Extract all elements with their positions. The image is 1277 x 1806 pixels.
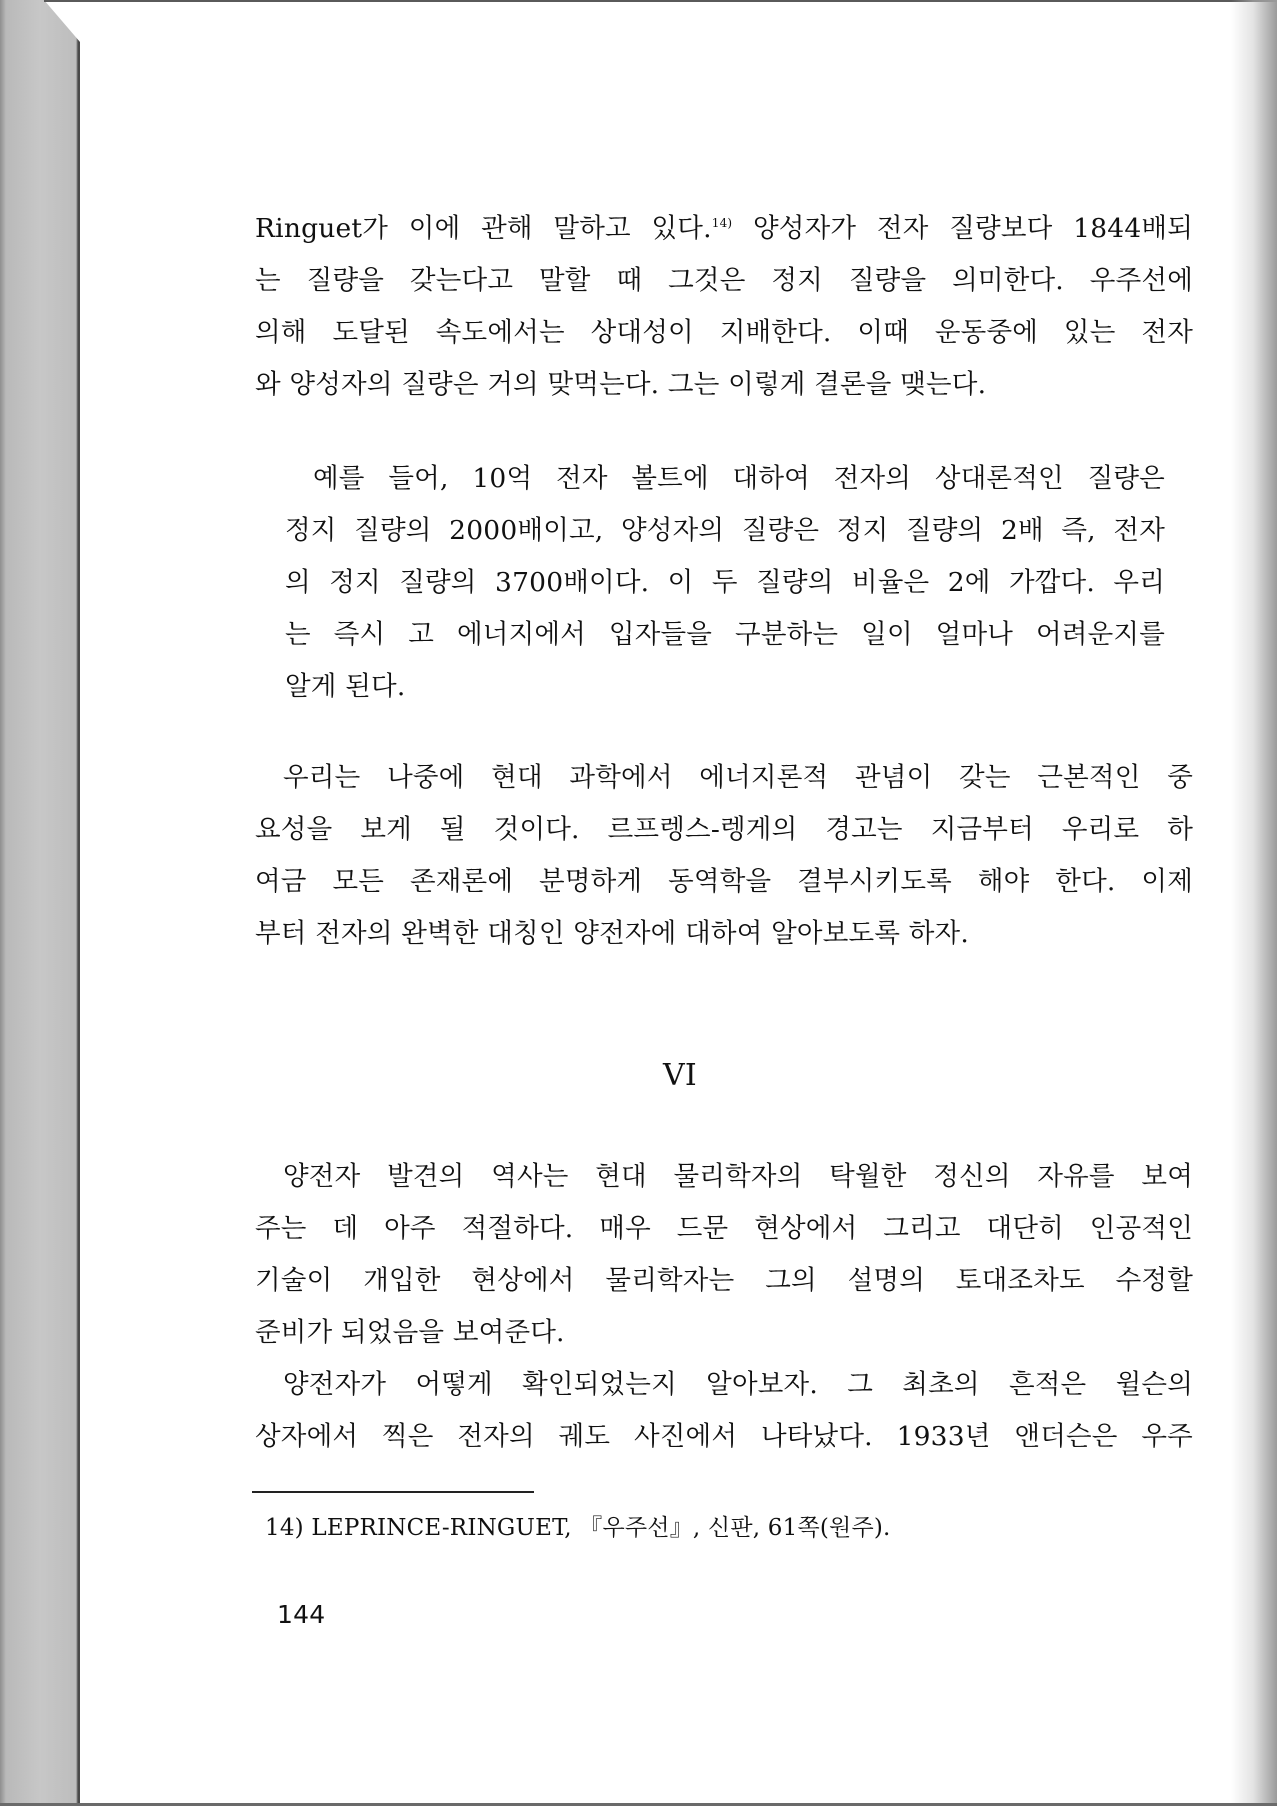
- quote-line: [285, 456, 1165, 495]
- paragraph4-line: 상자에서 찍은 전자의 궤도 사진에서 나타났다. 1933년 앤더슨은 우주: [255, 1421, 1193, 1452]
- paragraph1-line: 와 양성자의 질량은 거의 맞먹는다. 그는 이렇게 결론을 맺는다.: [255, 369, 987, 400]
- paragraph1-line1-rest: 양성자가 전자 질량보다 1844배되: [732, 213, 1193, 244]
- paragraph1-line1-text: Ringuet가 이에 관해 말하고 있다.: [255, 213, 712, 244]
- page-number: 144: [277, 1600, 326, 1629]
- section-heading: VI: [663, 1058, 697, 1093]
- page-right-shadow: [1231, 0, 1277, 1806]
- paragraph1-line: 의해 도달된 속도에서는 상대성이 지배한다. 이때 운동중에 있는 전자: [255, 317, 1193, 348]
- book-spine-edge: [0, 0, 80, 1806]
- paragraph2-line: 부터 전자의 완벽한 대칭인 양전자에 대하여 알아보도록 하자.: [255, 918, 969, 949]
- paragraph2-line: 요성을 보게 될 것이다. 르프렝스-렝게의 경고는 지금부터 우리로 하: [255, 814, 1193, 845]
- quote-line: 알게 된다.: [285, 671, 406, 702]
- paragraph3-line: [255, 1154, 1193, 1193]
- quote-line1-text: 예를 들어, 10억 전자 볼트에 대하여 전자의 상대론적인 질량은: [313, 463, 1165, 494]
- footnote-14: 14) LEPRINCE-RINGUET, 『우주선』, 신판, 61쪽(원주).: [265, 1515, 891, 1541]
- footnote-ref-14: 14): [711, 216, 733, 231]
- paragraph3-line: 기술이 개입한 현상에서 물리학자는 그의 설명의 토대조차도 수정할: [255, 1265, 1193, 1296]
- paragraph2-line: [255, 755, 1193, 794]
- quote-line: 는 즉시 고 에너지에서 입자들을 구분하는 일이 얼마나 어려운지를: [285, 619, 1165, 650]
- paragraph1-line: [255, 206, 1193, 245]
- quote-line: 정지 질량의 2000배이고, 양성자의 질량은 정지 질량의 2배 즉, 전자: [285, 515, 1165, 546]
- paragraph3-line: 주는 데 아주 적절하다. 매우 드문 현상에서 그리고 대단히 인공적인: [255, 1213, 1193, 1244]
- paragraph1-line: 는 질량을 갖는다고 말할 때 그것은 정지 질량을 의미한다. 우주선에: [255, 265, 1193, 296]
- paragraph2-line1-text: 우리는 나중에 현대 과학에서 에너지론적 관념이 갖는 근본적인 중: [283, 762, 1193, 793]
- page-body: [80, 0, 1230, 1806]
- paragraph4-line1-text: 양전자가 어떻게 확인되었는지 알아보자. 그 최초의 흔적은 윌슨의: [283, 1369, 1193, 1400]
- quote-line: 의 정지 질량의 3700배이다. 이 두 질량의 비율은 2에 가깝다. 우리: [285, 567, 1165, 598]
- paragraph3-line1-text: 양전자 발견의 역사는 현대 물리학자의 탁월한 정신의 자유를 보여: [283, 1161, 1193, 1192]
- paragraph4-line: [255, 1362, 1193, 1401]
- paragraph3-line: 준비가 되었음을 보여준다.: [255, 1317, 565, 1348]
- paragraph2-line: 여금 모든 존재론에 분명하게 동역학을 결부시키도록 해야 한다. 이제: [255, 866, 1193, 897]
- footnote-rule: [252, 1491, 534, 1493]
